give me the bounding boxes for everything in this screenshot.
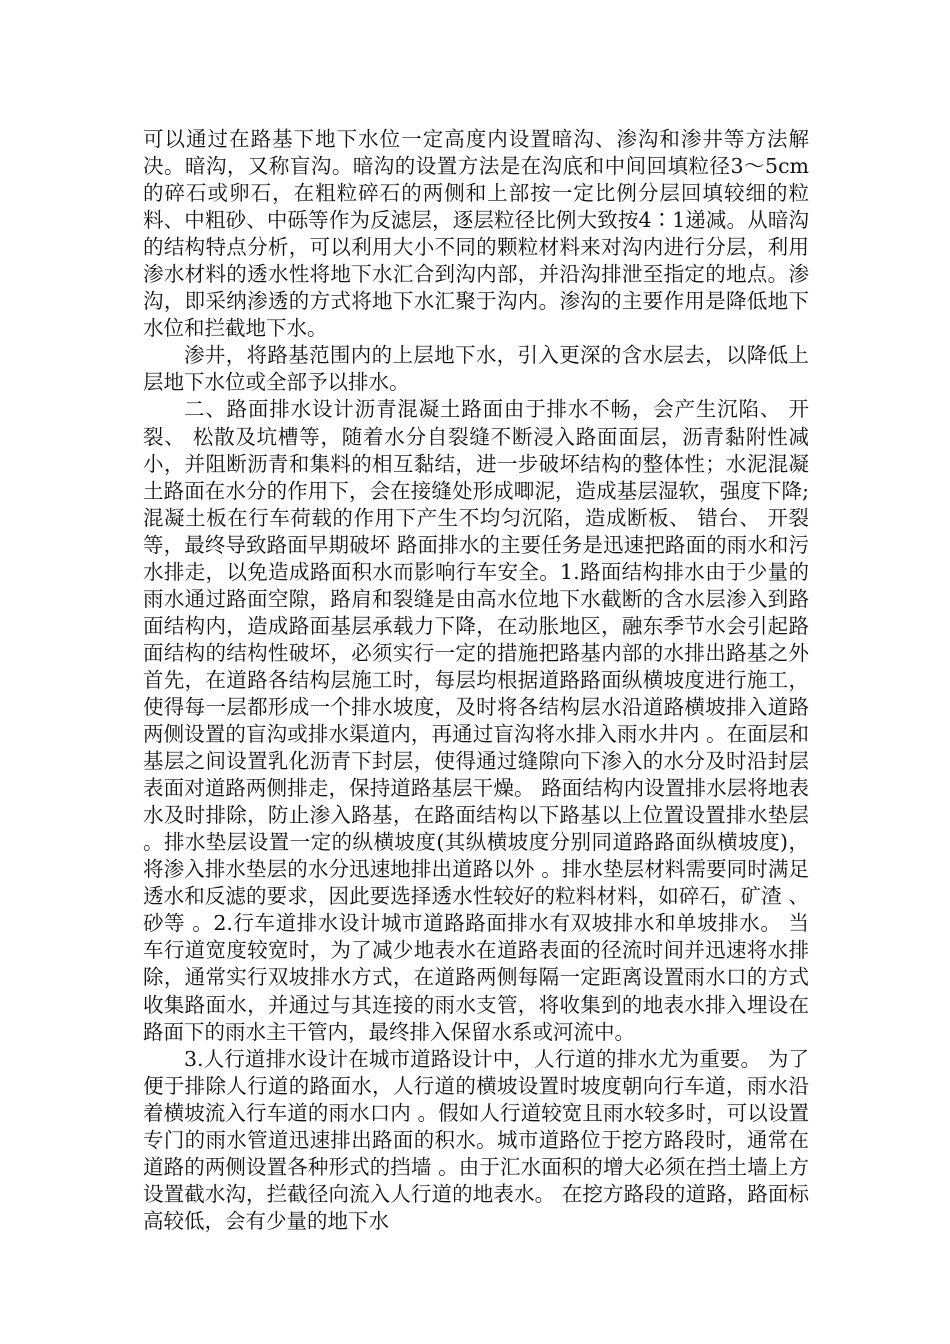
paragraph-drainage-methods: 可以通过在路基下地下水位一定高度内设置暗沟、渗沟和渗井等方法解决。暗沟，又称盲沟。暗沟的设置方法是在沟底和中间回填粒径3～5cm的碎石或卵石，在粗粒碎石的两侧和上部按一定比例分层回填较细的粒料、中粗砂、中砾等作为反滤层，逐层粒径比例大致按4∶1递减。从暗沟的结构特点分析，可以利用大小不同的颗粒材料来对沟内进行分层，利用渗水材料的透水性将地下水汇合到沟内部，并沿沟排泄至指定的地点。渗沟，即采纳渗透的方式将地下水汇聚于沟内。渗沟的主要作用是降低地下水位和拦截地下水。 — [143, 127, 809, 341]
paragraph-pavement-drainage: 二、路面排水设计沥青混凝土路面由于排水不畅，会产生沉陷、 开裂、 松散及坑槽等，随着水分自裂缝不断浸入路面面层，沥青黏附性减小，并阻断沥青和集料的相互黏结，进一步破坏结构的整体性；水泥混凝土路面在水分的作用下，会在接缝处形成唧泥，造成基层湿软，强度下降;混凝土板在行车荷载的作用下产生不均匀沉陷，造成断板、 错台、 开裂等，最终导致路面早期破坏 路面排水的主要任务是迅速把路面的雨水和污水排走，以免造成路面积水而影响行车安全。1.路面结构排水由于少量的雨水通过路面空隙，路肩和裂缝是由高水位地下水截断的含水层渗入到路面结构内，造成路面基层承载力下降，在动胀地区，融东季节水会引起路面结构的结构性破坏，必须实行一定的措施把路基内部的水排出路基之外 首先，在道路各结构层施工时，每层均根据道路路面纵横坡度进行施工，使得每一层都形成一个排水坡度，及时将各结构层水沿道路横坡排入道路两侧设置的盲沟或排水渠道内，再通过盲沟将水排入雨水井内 。在面层和基层之间设置乳化沥青下封层，使得通过缝隙向下渗入的水分及时沿封层表面对道路两侧排走，保持道路基层干燥。 路面结构内设置排水层将地表水及时排除，防止渗入路基，在路面结构以下路基以上位置设置排水垫层 。排水垫层设置一定的纵横坡度(其纵横坡度分别同道路路面纵横坡度)，将渗入排水垫层的水分迅速地排出道路以外 。排水垫层材料需要同时满足透水和反滤的要求，因此要选择透水性较好的粒料材料，如碎石，矿渣 、砂等 。2.行车道排水设计城市道路路面排水有双坡排水和单坡排水。 当车行道宽度较宽时，为了减少地表水在道路表面的径流时间并迅速将水排除，通常实行双坡排水方式，在道路两侧每隔一定距离设置雨水口的方式收集路面水，并通过与其连接的雨水支管，将收集到的地表水排入埋设在路面下的雨水主干管内，最终排入保留水系或河流中。 — [143, 397, 809, 1044]
document-body — [143, 126, 809, 1235]
paragraph-sidewalk-drainage: 3.人行道排水设计在城市道路设计中，人行道的排水尤为重要。 为了便于排除人行道的路面水，人行道的横坡设置时坡度朝向行车道，雨水沿着横坡流入行车道的雨水口内 。假如人行道较宽且雨水较多时，可以设置专门的雨水管道迅速排出路面的积水。城市道路位于挖方路段时，通常在道路的两侧设置各种形式的挡墙 。由于汇水面积的增大必须在挡土墙上方设置截水沟，拦截径向流入人行道的地表水。 在挖方路段的道路，路面标高较低，会有少量的地下水 — [143, 1046, 809, 1233]
paragraph-seepage-well: 渗井，将路基范围内的上层地下水，引入更深的含水层去，以降低上层地下水位或全部予以排水。 — [143, 343, 809, 395]
